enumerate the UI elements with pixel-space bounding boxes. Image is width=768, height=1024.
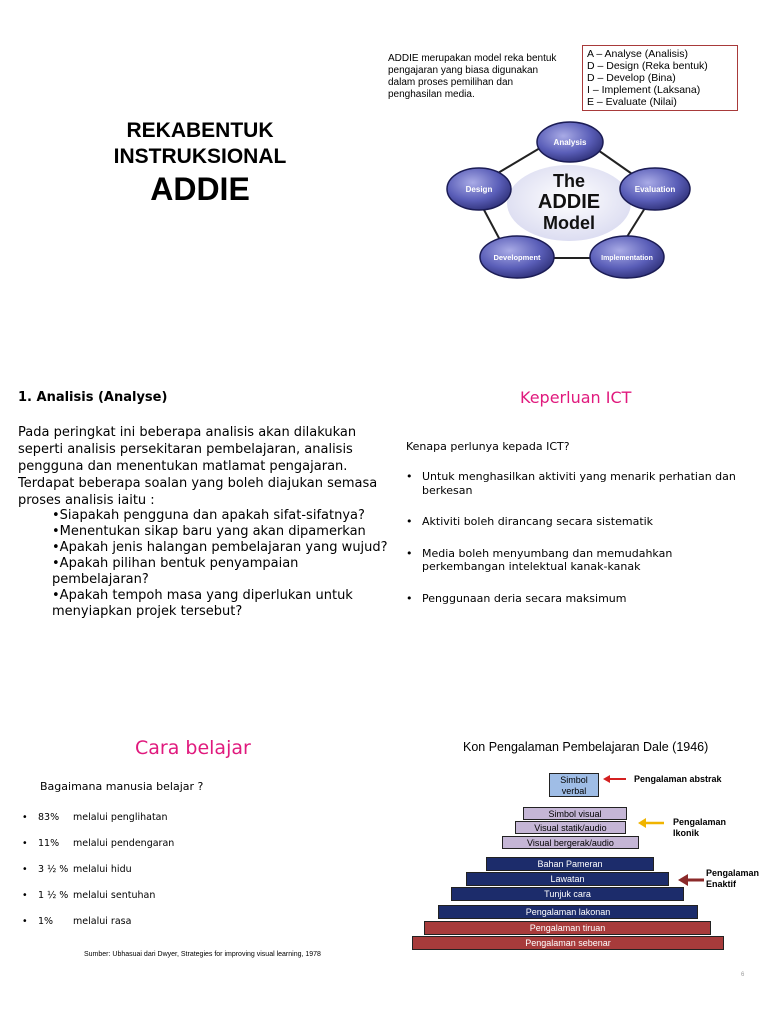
list-item: • Media boleh menyumbang dan memudahkan perkembangan intelektual kanak-kanak xyxy=(406,547,756,574)
list-item: • 1% melalui rasa xyxy=(22,916,362,927)
legend-item: A – Analyse (Analisis) xyxy=(587,48,688,60)
list-item: • Penggunaan deria secara maksimum xyxy=(406,592,756,606)
list-item: • Aktiviti boleh dirancang secara sistematik xyxy=(406,515,756,529)
cone-bar-visual-bergerak: Visual bergerak/audio xyxy=(502,836,639,849)
ict-points xyxy=(406,470,756,605)
addie-description: ADDIE merupakan model reka bentuk pengajaran yang biasa digunakan dalam proses pemilihan dan penghasilan media. xyxy=(388,53,557,100)
legend-item: D – Develop (Bina) xyxy=(587,72,676,84)
cone-bar-bahan-pameran: Bahan Pameran xyxy=(486,857,654,871)
cone-title: Kon Pengalaman Pembelajaran Dale (1946) xyxy=(463,740,709,754)
list-item: • 83% melalui penglihatan xyxy=(22,812,362,823)
slide1-title xyxy=(100,118,300,170)
cara-belajar-question: Bagaimana manusia belajar ? xyxy=(40,780,204,793)
cone-bar-tunjuk-cara: Tunjuk cara xyxy=(451,887,684,901)
cone-bar-simbol-verbal: Simbol verbal xyxy=(549,773,599,797)
cara-belajar-title: Cara belajar xyxy=(135,737,251,759)
arrow-abstract-icon xyxy=(603,775,626,783)
cone-bar-visual-statik: Visual statik/audio xyxy=(515,821,626,834)
list-item: • Menentukan sikap baru yang akan dipamerkan xyxy=(52,524,392,540)
addie-model-diagram xyxy=(445,118,695,288)
ict-question: Kenapa perlunya kepada ICT? xyxy=(406,440,570,453)
list-item: • 11% melalui pendengaran xyxy=(22,838,362,849)
center-text-the: The xyxy=(552,171,586,191)
list-item: • 3 ½ % melalui hidu xyxy=(22,864,362,875)
percent: 83% xyxy=(38,812,60,823)
percent: 11% xyxy=(38,838,60,849)
analysis-heading: 1. Analisis (Analyse) xyxy=(18,390,168,405)
node-development xyxy=(480,236,554,278)
source-citation: Sumber: Ubhasuai dari Dwyer, Strategies for improving visual learning, 1978 xyxy=(84,951,321,958)
list-item: • Siapakah pengguna dan apakah sifat-sifatnya? xyxy=(52,508,392,524)
label-iconic: Pengalaman Ikonik xyxy=(673,817,727,838)
legend-item: E – Evaluate (Nilai) xyxy=(587,96,677,108)
title-line-1: REKABENTUK xyxy=(126,119,274,142)
ict-title: Keperluan ICT xyxy=(520,388,632,407)
cone-bar-simbol-visual: Simbol visual xyxy=(523,807,627,820)
addie-legend-box xyxy=(582,45,738,111)
page-number: 6 xyxy=(741,972,745,978)
arrow-iconic-icon xyxy=(638,818,664,828)
percent: 1% xyxy=(38,916,54,927)
node-label: Implementation xyxy=(601,255,653,262)
node-label: Analysis xyxy=(553,138,587,147)
legend-item: D – Design (Reka bentuk) xyxy=(587,60,708,72)
center-text-model: Model xyxy=(543,213,595,233)
center-text-addie: ADDIE xyxy=(537,191,601,213)
percent: 3 ½ % xyxy=(38,864,69,875)
node-implementation xyxy=(590,236,664,278)
list-item: • 1 ½ % melalui sentuhan xyxy=(22,890,362,901)
analysis-questions xyxy=(52,508,392,620)
cone-bar-lawatan: Lawatan xyxy=(466,872,669,886)
list-item: • Apakah jenis halangan pembelajaran yang wujud? xyxy=(52,540,392,556)
label-enactive: Pengalaman Enaktif xyxy=(706,868,760,889)
list-item: • Apakah tempoh masa yang diperlukan untuk menyiapkan projek tersebut? xyxy=(52,588,392,620)
list-item: • Untuk menghasilkan aktiviti yang menarik perhatian dan berkesan xyxy=(406,470,756,497)
node-label: Design xyxy=(465,185,493,194)
percent: 1 ½ % xyxy=(38,890,69,901)
node-analysis xyxy=(537,122,603,162)
node-label: Development xyxy=(493,253,541,262)
cone-bar-pengalaman-tiruan: Pengalaman tiruan xyxy=(424,921,711,935)
legend-item: I – Implement (Laksana) xyxy=(587,84,701,96)
cone-bar-pengalaman-sebenar: Pengalaman sebenar xyxy=(412,936,724,950)
slide1-title-main: ADDIE xyxy=(150,171,250,207)
arrow-enactive-icon xyxy=(678,874,704,886)
learning-senses-list xyxy=(22,812,362,927)
list-item: • Apakah pilihan bentuk penyampaian pembelajaran? xyxy=(52,556,392,588)
node-design xyxy=(447,168,511,210)
title-line-2: INSTRUKSIONAL xyxy=(113,145,287,168)
node-label: Evaluation xyxy=(634,185,676,194)
label-abstract: Pengalaman abstrak xyxy=(634,774,722,784)
analysis-paragraph: Pada peringkat ini beberapa analisis akan dilakukan seperti analisis persekitaran pembelajaran, analisis pengguna dan menentukan matlamat pengajaran. Terdapat beberapa soalan yang boleh diajukan semasa proses analisis iaitu : xyxy=(18,425,378,508)
cone-bar-pengalaman-lakonan: Pengalaman lakonan xyxy=(438,905,698,919)
node-evaluation xyxy=(620,168,690,210)
